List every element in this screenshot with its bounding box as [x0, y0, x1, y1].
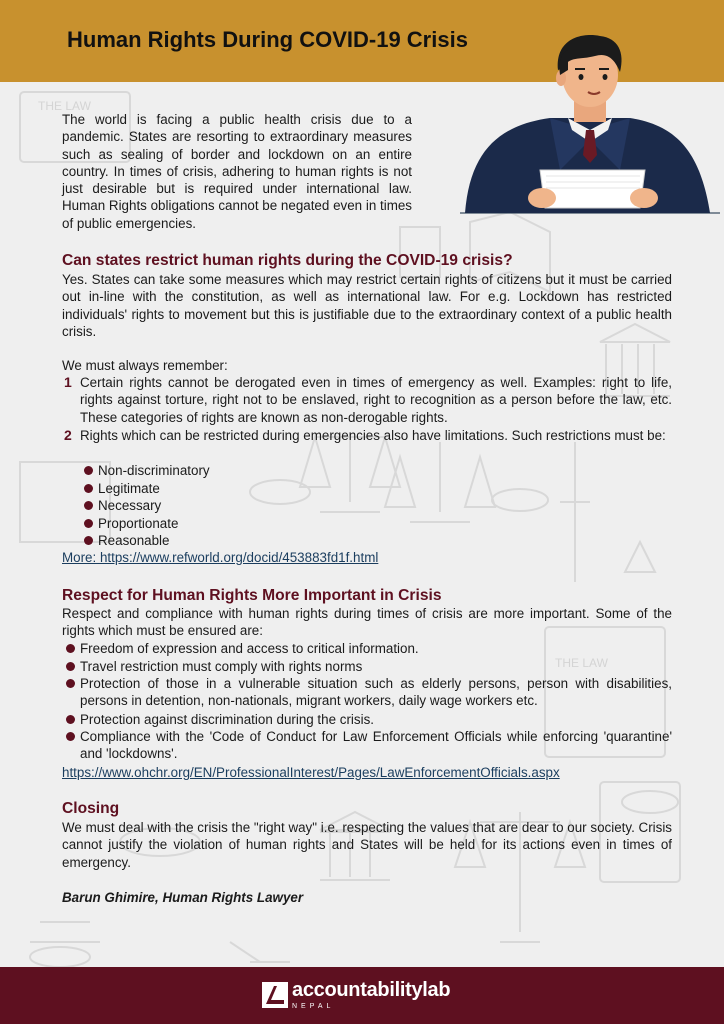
point-text: Certain rights cannot be derogated even in times of emergency as well. Examples: right to life, rights against torture, right not to be enslaved, right to recognition as a person before the law, etc. These categories of rights are known as non-derogable rights.	[80, 375, 672, 425]
rights-bullet: Freedom of expression and access to critical information.	[80, 641, 419, 656]
criteria-item: Non-discriminatory	[98, 463, 210, 478]
section1-body: Yes. States can take some measures which may restrict certain rights of citizens but it must be carried out in-line with the constitution, as well as international law. For e.g. Lockdown has restricted individuals' rights to movement but this is justifiable due to the extraordinary context of a public health crisis.	[62, 272, 672, 339]
bullet-icon	[66, 644, 75, 653]
page-title: Human Rights During COVID-19 Crisis	[67, 27, 468, 52]
lawyer-illustration	[460, 30, 720, 215]
svg-text:THE LAW: THE LAW	[555, 656, 608, 670]
bullet-icon	[66, 679, 75, 688]
refworld-link[interactable]: More: https://www.refworld.org/docid/453883fd1f.html	[62, 550, 379, 565]
bullet-icon	[84, 536, 93, 545]
accountability-lab-logo-icon	[262, 982, 288, 1008]
criteria-item: Reasonable	[98, 533, 170, 548]
footer-logo-subtext: NEPAL	[292, 1003, 335, 1010]
point-number: 2	[64, 427, 72, 443]
section2-heading: Respect for Human Rights More Important in Crisis	[62, 587, 442, 604]
svg-text:THE LAW: THE LAW	[38, 99, 91, 113]
rights-bullet: Protection against discrimination during the crisis.	[80, 712, 374, 727]
section2-body: Respect and compliance with human rights during times of crisis are more important. Some of the rights which must be ensured are:	[62, 606, 672, 639]
closing-body: We must deal with the crisis the "right way" i.e. respecting the values that are dear to our society. Crisis cannot justify the violation of human rights and States will be held for its actions even in times of emergency.	[62, 820, 672, 870]
bullet-icon	[84, 519, 93, 528]
bullet-icon	[66, 732, 75, 741]
point-text: Rights which can be restricted during emergencies also have limitations. Such restrictions must be:	[80, 428, 666, 443]
author-signature: Barun Ghimire, Human Rights Lawyer	[62, 890, 304, 905]
criteria-item: Necessary	[98, 498, 162, 513]
section1-heading: Can states restrict human rights during the COVID-19 crisis?	[62, 252, 513, 269]
bullet-icon	[84, 484, 93, 493]
criteria-item: Proportionate	[98, 516, 179, 531]
intro-paragraph: The world is facing a public health crisis due to a pandemic. States are resorting to extraordinary measures such as sealing of border and lockdown on an entire country. In times of crisis, adhering to human rights is not just desirable but is required under international law. Human Rights obligations cannot be negated even in times of public emergencies.	[62, 112, 412, 231]
section3-heading: Closing	[62, 800, 120, 817]
ohchr-link[interactable]: https://www.ohchr.org/EN/ProfessionalInterest/Pages/LawEnforcementOfficials.aspx	[62, 765, 560, 780]
footer-logo-text: accountabilitylab	[292, 979, 451, 1001]
bullet-icon	[84, 466, 93, 475]
rights-bullet: Travel restriction must comply with rights norms	[80, 659, 363, 674]
remember-label: We must always remember:	[62, 358, 228, 373]
point-number: 1	[64, 374, 72, 390]
bullet-icon	[66, 662, 75, 671]
rights-bullet: Compliance with the 'Code of Conduct for Law Enforcement Officials while enforcing 'quarantine' and 'lockdowns'.	[80, 729, 672, 762]
bullet-icon	[84, 501, 93, 510]
criteria-item: Legitimate	[98, 481, 160, 496]
rights-bullet: Protection of those in a vulnerable situation such as elderly persons, person with disabilities, persons in detention, non-nationals, migrant workers, daily wage workers etc.	[80, 676, 672, 709]
bullet-icon	[66, 715, 75, 724]
